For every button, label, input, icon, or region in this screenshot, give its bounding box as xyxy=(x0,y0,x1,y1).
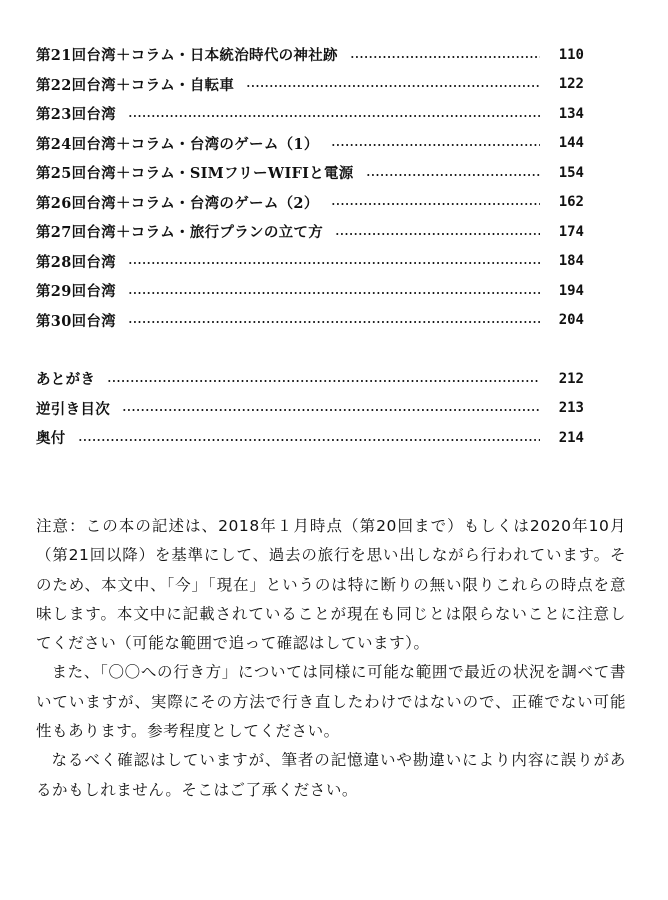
toc-entry-reverse-index[interactable] xyxy=(36,394,584,424)
dot-leader xyxy=(350,56,540,58)
toc-entry[interactable] xyxy=(36,40,584,70)
toc-entry-title: 第25回台湾＋コラム・SIMフリーWIFIと電源 xyxy=(36,165,354,183)
toc-section-gap xyxy=(36,335,584,364)
toc-entry[interactable] xyxy=(36,306,584,336)
toc-entry-page: 110 xyxy=(558,46,584,63)
toc-entry-page: 122 xyxy=(558,76,584,93)
note-paragraph: なるべく確認はしていますが、筆者の記憶違いや勘違いにより内容に誤りがあるかもしれません。そこはご了承ください。 xyxy=(36,751,626,799)
dot-leader xyxy=(246,85,540,87)
note-paragraph: 注意：この本の記述は、2018年１月時点（第20回まで）もしくは2020年10月（第21回以降）を基準にして、過去の旅行を思い出しながら行われています。そのため、本文中、「今」「現在」というのは特に断りの無い限りこれらの時点を意味します。本文中に記載されていることが現在も同じとは限らないことに注意してください（可能な範囲で追って確認はしています）。 xyxy=(36,517,626,653)
dot-leader xyxy=(331,203,540,205)
toc-entry[interactable] xyxy=(36,247,584,277)
dot-leader xyxy=(128,321,540,323)
toc-entry-title: 第30回台湾 xyxy=(36,312,116,330)
toc-entry[interactable] xyxy=(36,217,584,247)
toc-entry-page: 154 xyxy=(558,164,584,181)
toc-entry-title: 奥付 xyxy=(36,430,66,448)
toc-entry-title: 逆引き目次 xyxy=(36,400,110,418)
toc-entry[interactable] xyxy=(36,158,584,188)
toc-entry-page: 174 xyxy=(558,223,584,240)
dot-leader xyxy=(128,262,540,264)
toc-entry-page: 213 xyxy=(558,400,584,417)
toc-entry-page: 184 xyxy=(558,253,584,270)
toc-entry-colophon[interactable] xyxy=(36,423,584,453)
toc-entry-title: 第27回台湾＋コラム・旅行プランの立て方 xyxy=(36,224,324,242)
disclaimer-note xyxy=(36,512,626,805)
dot-leader xyxy=(128,115,540,117)
table-of-contents xyxy=(36,40,584,453)
toc-entry[interactable] xyxy=(36,70,584,100)
toc-entry-page: 162 xyxy=(558,194,584,211)
toc-entry-title: 第28回台湾 xyxy=(36,253,116,271)
toc-entry[interactable] xyxy=(36,276,584,306)
dot-leader xyxy=(128,292,540,294)
toc-entry[interactable] xyxy=(36,129,584,159)
toc-entry[interactable] xyxy=(36,99,584,129)
toc-entry-title: あとがき xyxy=(36,371,96,389)
dot-leader xyxy=(366,174,540,176)
toc-entry-page: 134 xyxy=(558,105,584,122)
toc-entry-page: 204 xyxy=(558,312,584,329)
toc-entry-page: 144 xyxy=(558,135,584,152)
toc-entry-page: 194 xyxy=(558,282,584,299)
dot-leader xyxy=(122,409,540,411)
dot-leader xyxy=(78,439,540,441)
toc-entry-title: 第23回台湾 xyxy=(36,106,116,124)
toc-entry[interactable] xyxy=(36,188,584,218)
toc-entry-title: 第26回台湾＋コラム・台湾のゲーム（2） xyxy=(36,194,319,212)
toc-entry-page: 212 xyxy=(558,370,584,387)
dot-leader xyxy=(331,144,540,146)
note-paragraph: また、「〇〇への行き方」については同様に可能な範囲で最近の状況を調べて書いていますが、実際にその方法で行き直したわけではないので、正確でない可能性もあります。参考程度としてください。 xyxy=(36,663,626,741)
toc-entry-title: 第22回台湾＋コラム・自転車 xyxy=(36,76,235,94)
dot-leader xyxy=(107,380,540,382)
toc-entry-page: 214 xyxy=(558,429,584,446)
toc-entry-afterword[interactable] xyxy=(36,364,584,394)
dot-leader xyxy=(335,233,540,235)
toc-entry-title: 第24回台湾＋コラム・台湾のゲーム（1） xyxy=(36,135,319,153)
toc-entry-title: 第29回台湾 xyxy=(36,283,116,301)
toc-entry-title: 第21回台湾＋コラム・日本統治時代の神社跡 xyxy=(36,47,338,65)
